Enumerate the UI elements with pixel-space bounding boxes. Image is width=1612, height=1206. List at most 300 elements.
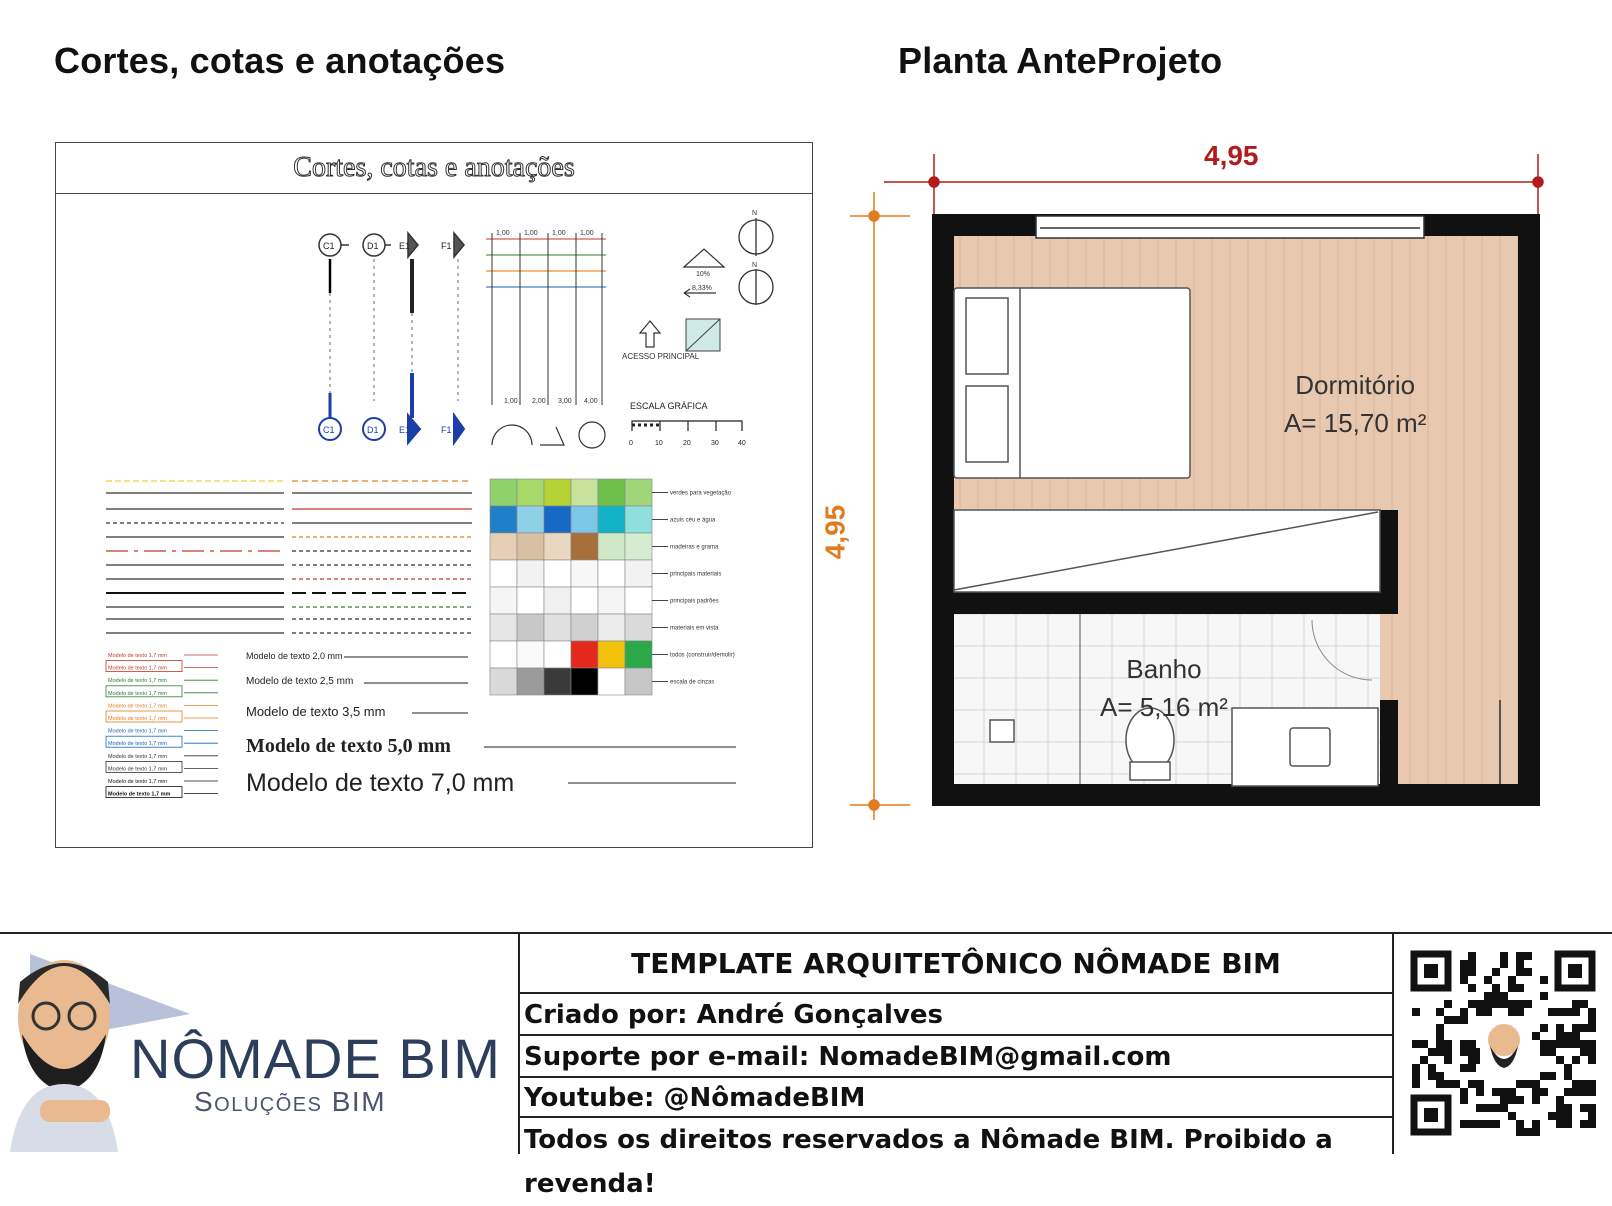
- hatch-swatch: [571, 587, 598, 614]
- qr-cell: [1484, 1000, 1492, 1008]
- qr-cell: [1484, 1104, 1492, 1112]
- qr-cell: [1556, 1040, 1564, 1048]
- hatch-swatch: [598, 668, 625, 695]
- section-mark-label: C1: [323, 425, 335, 435]
- template-title: TEMPLATE ARQUITETÔNICO NÔMADE BIM: [520, 934, 1392, 994]
- section-mark-label: D1: [367, 241, 379, 251]
- qr-cell: [1500, 1104, 1508, 1112]
- qr-cell: [1468, 968, 1476, 976]
- qr-cell: [1580, 1120, 1588, 1128]
- scale-tick: 10: [655, 440, 663, 447]
- hatch-symbol: [686, 319, 720, 351]
- north-label: N: [752, 210, 758, 217]
- qr-cell: [1588, 1056, 1596, 1064]
- qr-cell: [1516, 960, 1524, 968]
- qr-cell: [1468, 1064, 1476, 1072]
- qr-cell: [1508, 1112, 1516, 1120]
- hatch-swatch: [625, 479, 652, 506]
- north-label: N: [752, 262, 758, 269]
- small-text-sample: Modelo de texto 1,7 mm: [108, 690, 168, 697]
- section-mark-label: E1: [399, 241, 411, 251]
- access-label: ACESSO PRINCIPAL: [622, 352, 700, 361]
- hatch-swatch: [598, 533, 625, 560]
- small-text-samples: [106, 653, 218, 798]
- qr-cell: [1500, 1096, 1508, 1104]
- qr-cell: [1508, 1008, 1516, 1016]
- qr-cell: [1588, 1088, 1596, 1096]
- qr-cell: [1468, 1048, 1476, 1056]
- scale-tick: 30: [711, 440, 719, 447]
- qr-cell: [1436, 1008, 1444, 1016]
- brand-subtitle: Soluções BIM: [194, 1086, 387, 1117]
- level-value: 1,00: [580, 230, 594, 237]
- qr-cell: [1580, 1088, 1588, 1096]
- qr-cell: [1580, 1024, 1588, 1032]
- hatch-swatch: [544, 560, 571, 587]
- qr-cell: [1564, 1120, 1572, 1128]
- qr-cell: [1588, 1016, 1596, 1024]
- qr-cell: [1508, 984, 1516, 992]
- access-arrow: [640, 321, 660, 347]
- qr-cell: [1508, 1096, 1516, 1104]
- qr-cell: [1516, 1008, 1524, 1016]
- qr-cell: [1516, 968, 1524, 976]
- section-mark-label: C1: [323, 241, 335, 251]
- section-mark-label: F1: [441, 425, 452, 435]
- qr-cell: [1564, 1104, 1572, 1112]
- qr-cell: [1540, 992, 1548, 1000]
- hatch-swatch: [571, 479, 598, 506]
- scale-tick: 0: [629, 440, 633, 447]
- qr-cell: [1564, 1008, 1572, 1016]
- qr-cell: [1460, 960, 1468, 968]
- hatch-swatch: [544, 506, 571, 533]
- bottom-level: 3,00: [558, 398, 572, 405]
- qr-cell: [1532, 1120, 1540, 1128]
- qr-cell: [1444, 1000, 1452, 1008]
- qr-cell: [1556, 1104, 1564, 1112]
- qr-cell: [1556, 1056, 1564, 1064]
- title-block: [0, 932, 1612, 1199]
- hatch-swatch: [598, 479, 625, 506]
- floor-plan: [819, 140, 1580, 845]
- bottom-level: 4,00: [584, 398, 598, 405]
- qr-cell: [1548, 1048, 1556, 1056]
- qr-cell: [1580, 1000, 1588, 1008]
- small-text-sample: Modelo de texto 1,7 mm: [108, 791, 171, 798]
- qr-cell: [1548, 1072, 1556, 1080]
- qr-cell: [1436, 1040, 1444, 1048]
- brand-logo: [0, 934, 518, 1154]
- scale-tick: 20: [683, 440, 691, 447]
- qr-cell: [1564, 1064, 1572, 1072]
- room-label-dormitorio: [1284, 366, 1426, 442]
- qr-cell: [1588, 1008, 1596, 1016]
- qr-cell: [1436, 1072, 1444, 1080]
- level-value: 1,00: [524, 230, 538, 237]
- hatch-swatch: [571, 560, 598, 587]
- qr-cell: [1572, 1056, 1580, 1064]
- dimension-left-label: 4,95: [819, 504, 851, 560]
- room-name: Banho: [1126, 654, 1202, 684]
- section-mark-label: D1: [367, 425, 379, 435]
- bed: [954, 288, 1190, 478]
- qr-cell: [1500, 952, 1508, 960]
- hatch-label: azuis céu e água: [670, 517, 716, 524]
- hatch-label: materiais em vista: [670, 625, 719, 632]
- qr-cell: [1412, 1008, 1420, 1016]
- hatch-swatch: [625, 641, 652, 668]
- hatch-swatch: [625, 560, 652, 587]
- qr-cell: [1484, 1120, 1492, 1128]
- qr-cell: [1588, 1024, 1596, 1032]
- qr-cell: [1492, 1088, 1500, 1096]
- section-marks-top: [319, 233, 464, 401]
- qr-cell: [1540, 1088, 1548, 1096]
- qr-cell: [1484, 1008, 1492, 1016]
- qr-cell: [1516, 1128, 1524, 1136]
- qr-cell: [1460, 1008, 1468, 1016]
- hatch-swatch: [490, 614, 517, 641]
- qr-code: [1410, 950, 1596, 1136]
- qr-cell: [1476, 1120, 1484, 1128]
- small-text-sample: Modelo de texto 1,7 mm: [108, 678, 168, 685]
- qr-cell: [1468, 1040, 1476, 1048]
- small-text-sample: Modelo de texto 1,7 mm: [108, 653, 168, 659]
- author-row: Criado por: André Gonçalves: [520, 994, 1392, 1036]
- qr-cell: [1460, 1064, 1468, 1072]
- hatch-swatch: [517, 587, 544, 614]
- qr-cell: [1468, 960, 1476, 968]
- heading-right: Planta AnteProjeto: [898, 40, 1223, 81]
- qr-cell: [1436, 1048, 1444, 1056]
- youtube-row: Youtube: @NômadeBIM: [520, 1078, 1392, 1118]
- qr-cell: [1540, 976, 1548, 984]
- qr-cell: [1444, 1040, 1452, 1048]
- qr-cell: [1460, 1088, 1468, 1096]
- section-mark-label: E1: [399, 425, 411, 435]
- qr-cell: [1548, 1040, 1556, 1048]
- qr-cell: [1460, 1016, 1468, 1024]
- qr-cell: [1500, 992, 1508, 1000]
- qr-cell: [1436, 1080, 1444, 1088]
- qr-cell: [1412, 1064, 1420, 1072]
- wardrobe: [954, 510, 1380, 592]
- qr-cell: [1492, 984, 1500, 992]
- qr-cell: [1564, 1088, 1572, 1096]
- slope-label: 10%: [696, 271, 711, 278]
- graphic-scale: [632, 421, 742, 431]
- qr-cell: [1548, 1112, 1556, 1120]
- hatch-swatch: [517, 533, 544, 560]
- qr-cell: [1524, 952, 1532, 960]
- qr-cell: [1412, 1080, 1420, 1088]
- hatch-swatch: [544, 614, 571, 641]
- qr-cell: [1460, 1120, 1468, 1128]
- hatch-label: escala de cinzas: [670, 679, 715, 686]
- hatch-swatch: [517, 560, 544, 587]
- qr-cell: [1468, 1080, 1476, 1088]
- small-text-sample: Modelo de texto 1,7 mm: [108, 665, 168, 672]
- small-text-sample: Modelo de texto 1,7 mm: [108, 753, 168, 760]
- hatch-swatch: [490, 641, 517, 668]
- support-email-row: Suporte por e-mail: NomadeBIM@gmail.com: [520, 1036, 1392, 1078]
- hatch-swatch: [571, 533, 598, 560]
- room-area: A= 5,16 m²: [1100, 692, 1228, 722]
- qr-cell: [1452, 1016, 1460, 1024]
- hatch-label: madeiras e grama: [670, 544, 719, 551]
- hatch-swatch: [598, 560, 625, 587]
- hatch-swatch: [598, 641, 625, 668]
- qr-cell: [1524, 968, 1532, 976]
- hatch-label: todos (construir/demolir): [670, 652, 735, 659]
- qr-cell: [1572, 1088, 1580, 1096]
- hatch-swatch: [490, 668, 517, 695]
- hatch-swatch: [544, 479, 571, 506]
- small-text-sample: Modelo de texto 1,7 mm: [108, 728, 168, 735]
- qr-cell: [1508, 1000, 1516, 1008]
- level-grid: [486, 233, 606, 405]
- small-text-sample: Modelo de texto 1,7 mm: [108, 741, 168, 748]
- qr-cell: [1468, 984, 1476, 992]
- qr-cell: [1540, 1048, 1548, 1056]
- qr-cell: [1492, 1000, 1500, 1008]
- hatch-swatch: [517, 506, 544, 533]
- hatch-swatch: [625, 614, 652, 641]
- qr-cell: [1460, 1048, 1468, 1056]
- qr-cell: [1492, 968, 1500, 976]
- hatch-swatch: [598, 614, 625, 641]
- scale-tick: 40: [738, 440, 746, 447]
- hatch-swatch: [490, 587, 517, 614]
- hatch-swatch: [490, 560, 517, 587]
- qr-cell: [1444, 1048, 1452, 1056]
- qr-cell: [1572, 1000, 1580, 1008]
- qr-cell: [1556, 1120, 1564, 1128]
- qr-cell: [1532, 1032, 1540, 1040]
- qr-cell: [1428, 1048, 1436, 1056]
- qr-cell: [1468, 1000, 1476, 1008]
- qr-cell: [1476, 1080, 1484, 1088]
- hatch-swatch-grid: [490, 479, 652, 695]
- hatch-swatch: [517, 614, 544, 641]
- hatch-labels: [670, 491, 735, 686]
- hatch-swatch: [544, 641, 571, 668]
- qr-cell: [1428, 1064, 1436, 1072]
- text-sample-2mm: Modelo de texto 2,0 mm: [246, 651, 343, 661]
- info-table: [518, 934, 1394, 1199]
- qr-cell: [1436, 1032, 1444, 1040]
- qr-cell: [1444, 1080, 1452, 1088]
- hatch-swatch: [544, 587, 571, 614]
- line-types: [106, 481, 472, 633]
- hatch-swatch: [598, 587, 625, 614]
- qr-cell: [1588, 1048, 1596, 1056]
- qr-cell: [1420, 1056, 1428, 1064]
- qr-cell: [1556, 1112, 1564, 1120]
- qr-cell: [1572, 1024, 1580, 1032]
- qr-cell: [1580, 1104, 1588, 1112]
- text-sample-7mm: Modelo de texto 7,0 mm: [246, 769, 515, 797]
- rights-row: Todos os direitos reservados a Nômade BIM. Proibido a revenda!: [524, 1125, 1333, 1199]
- hatch-swatch: [571, 506, 598, 533]
- hatch-label: principais materiais: [670, 571, 722, 578]
- text-sample-2-5mm: Modelo de texto 2,5 mm: [246, 676, 354, 687]
- small-text-sample: Modelo de texto 1,7 mm: [108, 716, 168, 722]
- room-name: Dormitório: [1295, 370, 1416, 400]
- qr-cell: [1572, 1040, 1580, 1048]
- qr-cell: [1540, 1024, 1548, 1032]
- qr-cell: [1524, 1080, 1532, 1088]
- qr-cell: [1540, 1040, 1548, 1048]
- qr-cell: [1476, 1088, 1484, 1096]
- qr-cell: [1540, 1072, 1548, 1080]
- qr-cell: [1564, 1040, 1572, 1048]
- hatch-swatch: [625, 668, 652, 695]
- qr-cell: [1436, 1024, 1444, 1032]
- qr-cell: [1500, 960, 1508, 968]
- qr-cell: [1492, 1104, 1500, 1112]
- qr-cell: [1564, 1032, 1572, 1040]
- hatch-swatch: [517, 479, 544, 506]
- hatch-swatch: [571, 614, 598, 641]
- hatch-swatch: [517, 641, 544, 668]
- qr-cell: [1516, 1000, 1524, 1008]
- hatch-swatch: [517, 668, 544, 695]
- qr-cell: [1524, 1000, 1532, 1008]
- qr-cell: [1516, 1120, 1524, 1128]
- qr-cell: [1492, 992, 1500, 1000]
- qr-cell: [1556, 1024, 1564, 1032]
- annotation-sheet: [55, 142, 813, 848]
- qr-cell: [1556, 1032, 1564, 1040]
- level-value: 1,00: [496, 230, 510, 237]
- floor-plan-drawing: [840, 140, 1580, 840]
- qr-cell: [1468, 1056, 1476, 1064]
- angle-symbols: [492, 422, 605, 448]
- qr-cell: [1564, 1072, 1572, 1080]
- dimension-top-label: 4,95: [1204, 140, 1259, 171]
- qr-cell: [1588, 1112, 1596, 1120]
- dimension-left: [850, 192, 910, 820]
- section-mark-label: F1: [441, 241, 452, 251]
- brand-name: NÔMADE BIM: [130, 1027, 501, 1090]
- qr-cell: [1476, 1000, 1484, 1008]
- qr-cell: [1516, 1096, 1524, 1104]
- bottom-level: 1,00: [504, 398, 518, 405]
- qr-cell: [1588, 1120, 1596, 1128]
- hatch-swatch: [490, 506, 517, 533]
- qr-cell: [1588, 1080, 1596, 1088]
- hatch-swatch: [598, 506, 625, 533]
- scale-label: ESCALA GRÁFICA: [630, 401, 708, 411]
- heading-left: Cortes, cotas e anotações: [54, 40, 506, 81]
- text-sample-5mm: Modelo de texto 5,0 mm: [246, 735, 451, 757]
- qr-cell: [1580, 1048, 1588, 1056]
- qr-cell: [1556, 1008, 1564, 1016]
- hatch-swatch: [571, 641, 598, 668]
- qr-cell: [1588, 1040, 1596, 1048]
- qr-cell: [1532, 1080, 1540, 1088]
- text-sample-3-5mm: Modelo de texto 3,5 mm: [246, 704, 386, 719]
- qr-cell: [1468, 1120, 1476, 1128]
- qr-cell: [1580, 1080, 1588, 1088]
- level-value: 1,00: [552, 230, 566, 237]
- qr-cell: [1500, 1000, 1508, 1008]
- qr-cell: [1580, 1040, 1588, 1048]
- small-text-sample: Modelo de texto 1,7 mm: [108, 766, 168, 773]
- hatch-swatch: [544, 668, 571, 695]
- qr-cell: [1428, 1072, 1436, 1080]
- qr-cell: [1524, 1128, 1532, 1136]
- bottom-level: 2,00: [532, 398, 546, 405]
- hatch-label: principais padrões: [670, 598, 719, 605]
- hatch-swatch: [490, 479, 517, 506]
- hatch-swatch: [490, 533, 517, 560]
- qr-cell: [1508, 976, 1516, 984]
- sheet-title: Cortes, cotas e anotações: [56, 143, 812, 194]
- slope-label: 8,33%: [692, 285, 712, 292]
- qr-cell: [1548, 1008, 1556, 1016]
- qr-cell: [1476, 1104, 1484, 1112]
- window: [1036, 216, 1424, 238]
- qr-cell: [1484, 992, 1492, 1000]
- qr-cell: [1460, 968, 1468, 976]
- qr-cell: [1412, 1072, 1420, 1080]
- qr-cell: [1484, 976, 1492, 984]
- qr-cell: [1532, 1128, 1540, 1136]
- qr-cell: [1500, 1088, 1508, 1096]
- qr-cell: [1572, 1032, 1580, 1040]
- qr-cell: [1468, 952, 1476, 960]
- qr-cell: [1556, 1096, 1564, 1104]
- qr-cell: [1516, 984, 1524, 992]
- qr-cell: [1588, 1104, 1596, 1112]
- hatch-swatch: [625, 506, 652, 533]
- qr-cell: [1444, 1056, 1452, 1064]
- sink-counter: [1232, 708, 1378, 786]
- qr-cell: [1460, 1040, 1468, 1048]
- hatch-label: verdes para vegetação: [670, 490, 732, 497]
- qr-cell: [1572, 1008, 1580, 1016]
- qr-cell: [1572, 1080, 1580, 1088]
- qr-cell: [1516, 1080, 1524, 1088]
- qr-cell: [1460, 976, 1468, 984]
- hatch-swatch: [625, 587, 652, 614]
- small-text-sample: Modelo de texto 1,7 mm: [108, 779, 168, 785]
- qr-cell: [1452, 1080, 1460, 1088]
- room-area: A= 15,70 m²: [1284, 408, 1427, 438]
- qr-cell: [1508, 1088, 1516, 1096]
- qr-cell: [1492, 1120, 1500, 1128]
- qr-cell: [1564, 1112, 1572, 1120]
- qr-cell: [1532, 1096, 1540, 1104]
- hatch-swatch: [544, 533, 571, 560]
- qr-cell: [1444, 1016, 1452, 1024]
- hatch-swatch: [625, 533, 652, 560]
- qr-cell: [1516, 952, 1524, 960]
- hatch-swatch: [571, 668, 598, 695]
- qr-cell: [1420, 1040, 1428, 1048]
- shower-drain: [990, 720, 1014, 742]
- small-text-sample: Modelo de texto 1,7 mm: [108, 703, 168, 710]
- qr-cell: [1476, 1008, 1484, 1016]
- qr-cell: [1532, 1088, 1540, 1096]
- qr-cell: [1412, 1040, 1420, 1048]
- qr-cell: [1460, 1096, 1468, 1104]
- hatch-leaders: [652, 493, 668, 682]
- room-label-banho: [1100, 650, 1228, 726]
